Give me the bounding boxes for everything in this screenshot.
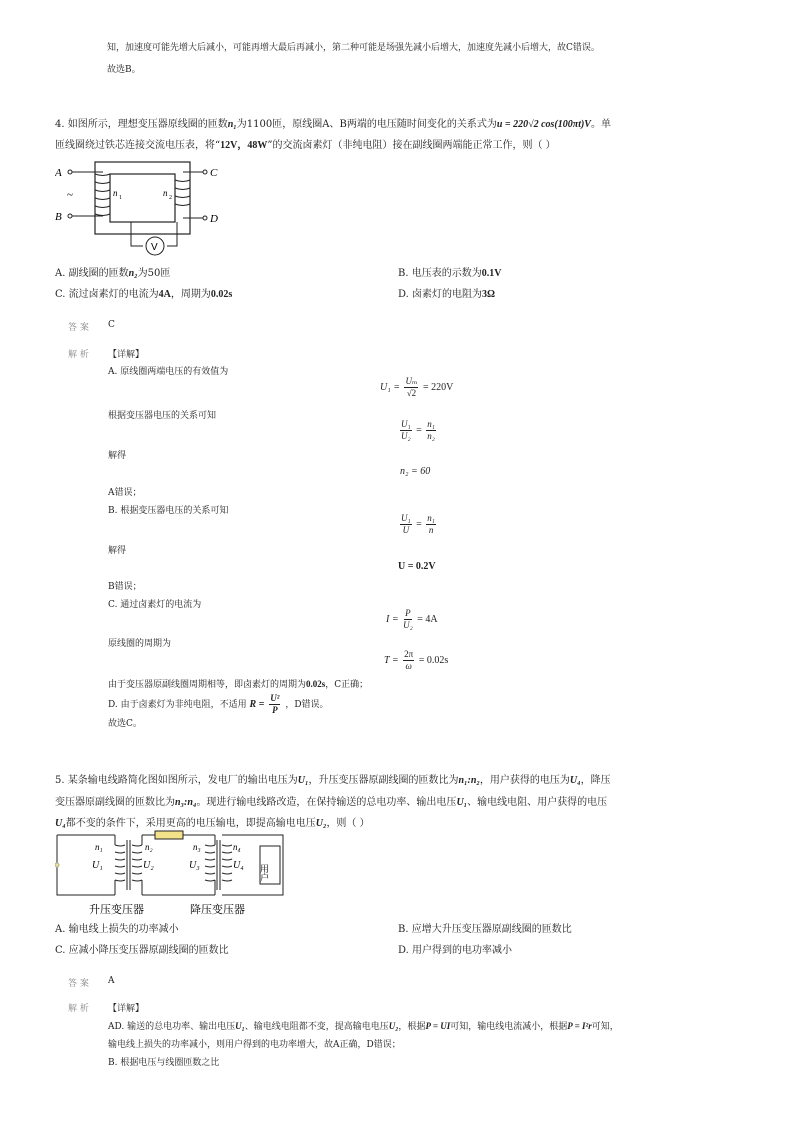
- q5-analysis-label: 解 析: [68, 1004, 89, 1014]
- user-label: 用户: [258, 864, 268, 882]
- q4-option-d[interactable]: D. 卤素灯的电阻为3Ω: [398, 289, 496, 300]
- q4-step-1: A. 原线圈两端电压的有效值为: [108, 367, 229, 377]
- step-down-label: 降压变压器: [190, 903, 245, 916]
- q4-eq-7: T = $\frac{2\pi}{\omega}$ = 0.02s: [384, 649, 449, 671]
- q4-answer: C: [108, 320, 115, 330]
- coil-n1-sub: 1: [119, 195, 122, 201]
- coil-n2-label: n: [163, 188, 168, 198]
- q5-detail-heading: 【详解】: [108, 1004, 145, 1014]
- step-up-label: 升压变压器: [89, 903, 144, 916]
- q5-option-c[interactable]: C. 应减小降压变压器原副线圈的匝数比: [55, 945, 229, 956]
- transmission-diagram: [55, 830, 295, 920]
- q5-stem-line-2: 变压器原副线圈的匝数比为n₃:n₄。现进行输电线路改造，在保持输送的总电功率、输出电压U₁、输电线电阻、用户获得的电压: [55, 797, 608, 808]
- ac-symbol: ~: [67, 189, 73, 201]
- q4-step-6: 解得: [108, 546, 127, 556]
- q5-stem-line-1: 5. 某条输电线路简化图如图所示，发电厂的输出电压为U₁，升压变压器原副线圈的匝数比为n₁:n₂，用户获得的电压为U₄，降压: [55, 775, 611, 786]
- q5-stem-line-3: U₄都不变的条件下，采用更高的电压输电，即提高输电电压U₂，则（ ）: [55, 818, 370, 829]
- q4-step-7: B错误；: [108, 582, 142, 592]
- n4-label: n₄: [233, 842, 241, 852]
- q4-analysis-label: 解 析: [68, 350, 89, 360]
- q4-stem-line-1: 4. 如图所示，理想变压器原线圈的匝数n₁为1100匝，原线圈A、B两端的电压随时间变化的关系式为u = 220√2 cos(100πt)V。单: [55, 119, 611, 130]
- q4-step-4: A错误；: [108, 488, 142, 498]
- q4-eq-2: $\frac{\text{U₁}}{\text{U₂}}$ = $\frac{\text{n₁}}{\text{n₂}}$: [401, 419, 435, 441]
- u1-label: U₁: [92, 860, 103, 871]
- q4-eq-5: U = 0.2V: [398, 561, 436, 572]
- q5-answer: A: [108, 976, 115, 986]
- q4-option-c[interactable]: C. 流过卤素灯的电流为4A，周期为0.02s: [55, 289, 233, 300]
- q4-step-12: 故选C。: [108, 719, 142, 729]
- q5-step-2: 输电线上损失的功率减小，则用户得到的电功率增大，故A正确，D错误；: [108, 1040, 401, 1050]
- q4-step-3: 解得: [108, 451, 127, 461]
- q4-eq-4: $\frac{\text{U₁}}{U}$ = $\frac{\text{n₁}}{n}$: [401, 513, 435, 535]
- q4-step-9: 原线圈的周期为: [108, 639, 172, 649]
- q5-option-d[interactable]: D. 用户得到的电功率减小: [398, 945, 513, 956]
- u3-label: U₃: [189, 860, 200, 871]
- q5-option-a[interactable]: A. 输电线上损失的功率减小: [55, 924, 179, 935]
- q4-step-10: 由于变压器原副线圈周期相等，即卤素灯的周期为0.02s，C正确；: [108, 679, 369, 690]
- q4-option-b[interactable]: B. 电压表的示数为0.1V: [398, 268, 502, 279]
- terminal-c-label: C: [210, 167, 218, 179]
- terminal-a-label: A: [55, 167, 62, 179]
- coil-n1-label: n: [113, 188, 118, 198]
- terminal-d-label: D: [210, 213, 218, 225]
- n1-label: n₁: [95, 842, 103, 852]
- q4-step-5: B. 根据变压器电压的关系可知: [108, 506, 229, 516]
- q5-step-1: AD. 输送的总电功率、输出电压U₁、输电线电阻都不变，提高输电电压U₂，根据P = UI可知，输电线电流减小，根据P = I²r可知，: [108, 1021, 619, 1032]
- u4-label: U₄: [233, 860, 244, 871]
- n3-label: n₃: [193, 842, 201, 852]
- q4-step-2: 根据变压器电压的关系可知: [108, 411, 217, 421]
- terminal-b-label: B: [55, 211, 62, 223]
- q4-eq-1: U₁ = $\frac{\text{Uₘ}}{√2}$ = 220V: [380, 376, 454, 398]
- u2-label: U₂: [143, 860, 154, 871]
- q4-answer-label: 答 案: [68, 323, 89, 333]
- q5-step-3: B. 根据电压与线圈匝数之比: [108, 1058, 220, 1068]
- top-line-1: 知，加速度可能先增大后减小，可能再增大最后再减小，第二种可能是场强先减小后增大，加速度先减小后增大，故C错误。: [107, 43, 600, 53]
- voltmeter-label: V: [151, 242, 158, 253]
- q5-answer-label: 答 案: [68, 979, 89, 989]
- q4-option-a[interactable]: A. 副线圈的匝数n₂为50匝: [55, 268, 171, 279]
- coil-n2-sub: 2: [169, 195, 172, 201]
- q4-eq-6: I = $\frac{P}{\text{U₂}}$ = 4A: [386, 608, 438, 630]
- transformer-diagram: [55, 160, 235, 260]
- q4-detail-heading: 【详解】: [108, 350, 145, 360]
- q4-eq-3: n₂ = 60: [400, 466, 431, 477]
- q5-option-b[interactable]: B. 应增大升压变压器原副线圈的匝数比: [398, 924, 572, 935]
- top-line-2: 故选B。: [107, 65, 141, 75]
- n2-label: n₂: [145, 842, 153, 852]
- q4-step-11: D. 由于卤素灯为非纯电阻，不适用 R = $\frac{\text{U²}}{P}$ ，D错误。: [108, 693, 329, 715]
- q4-step-8: C. 通过卤素灯的电流为: [108, 600, 202, 610]
- q4-stem-line-2: 匝线圈绕过铁芯连接交流电压表，将“12V，48W”的交流卤素灯（非纯电阻）接在副线圈两端能正常工作，则（ ）: [55, 140, 556, 151]
